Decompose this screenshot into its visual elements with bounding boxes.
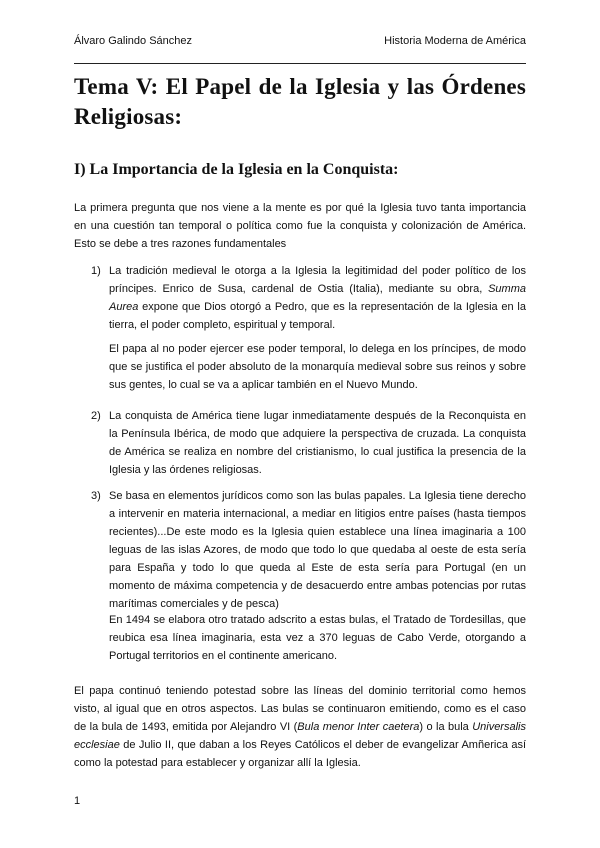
closing-text-b: ) o la bula [419, 721, 473, 733]
list-item-3-paragraph-1: Se basa en elementos jurídicos como son las bulas papales. La Iglesia tiene derecho a intervenir en materia internacional, a mediar en litigios entre países (hasta tiempos recientes)...De este modo es la Iglesia quien establece una línea imaginaria a 100 leguas de las islas Azores, de modo que todo lo que quedaba al oeste de esta sería para España y todo lo que queda al Este de esta sería para Portugal (en un momento de máxima competencia y de desacuerdo entre ambas potencias por rutas marítimas comerciales y de pesca) [109, 490, 526, 610]
list-item-1-paragraph-2: El papa al no poder ejercer ese poder temporal, lo delega en los príncipes, de modo que se justifica el poder absoluto de la monarquía medieval sobre sus reinos y sobre sus gentes, lo cual se va a aplicar también en el Nuevo Mundo. [109, 343, 526, 391]
closing-text-c: de Julio II, que daban a los Reyes Católicos el deber de evangelizar Amñerica así como la potestad para establecer y organizar allí la Iglesia. [74, 739, 526, 769]
section-heading: I) La Importancia de la Iglesia en la Conquista: [74, 161, 399, 178]
header-rule [74, 63, 526, 64]
header-course: Historia Moderna de América [384, 35, 526, 47]
list-item-3-number: 3) [91, 490, 101, 502]
list-item-1-number: 1) [91, 265, 101, 277]
list-item-2-paragraph-1: La conquista de América tiene lugar inmediatamente después de la Reconquista en la Península Ibérica, de modo que adquiere la perspectiva de cruzada. La conquista de América se realiza en nombre del cristianismo, lo cual justifica la presencia de la Iglesia y las órdenes religiosas. [109, 410, 526, 476]
list-item-1-text-b: expone que Dios otorgó a Pedro, que es la representación de la Iglesia en la tierra, el poder completo, espiritual y temporal. [109, 301, 526, 331]
document-title: Tema V: El Papel de la Iglesia y las Órdenes Religiosas: [74, 74, 526, 129]
page-number: 1 [74, 795, 81, 807]
header-author: Álvaro Galindo Sánchez [74, 35, 193, 47]
closing-paragraph [74, 682, 526, 772]
summa-aurea-title: Summa Aurea [109, 283, 526, 313]
list-item-1-paragraph-1 [109, 262, 526, 334]
intro-paragraph: La primera pregunta que nos viene a la mente es por qué la Iglesia tuvo tanta importancia en una cuestión tan temporal o política como fue la conquista y colonización de América. Esto se debe a tres razones fundamentales [74, 202, 526, 250]
closing-text-a: El papa continuó teniendo potestad sobre las líneas del dominio territorial como hemos visto, al igual que en otros aspectos. Las bulas se continuaron emitiendo, como es el caso de la bula de 1493, emitida por Alejandro VI ( [74, 685, 526, 733]
list-item-3-paragraph-2: En 1494 se elabora otro tratado adscrito a estas bulas, el Tratado de Tordesillas, que reubica esa línea imaginaria, esta vez a 370 leguas de Cabo Verde, otorgando a Portugal territorios en el continente americano. [109, 614, 526, 662]
list-item-1-text-a: La tradición medieval le otorga a la Iglesia la legitimidad del poder político de los príncipes. Enrico de Susa, cardenal de Ostia (Italia), mediante su obra, [109, 265, 526, 295]
page-header [74, 35, 526, 51]
universalis-ecclesiae-title: Universalis ecclesiae [74, 721, 526, 751]
bula-inter-caetera-title: Bula menor Inter caetera [297, 721, 420, 733]
list-item-2-number: 2) [91, 410, 101, 422]
